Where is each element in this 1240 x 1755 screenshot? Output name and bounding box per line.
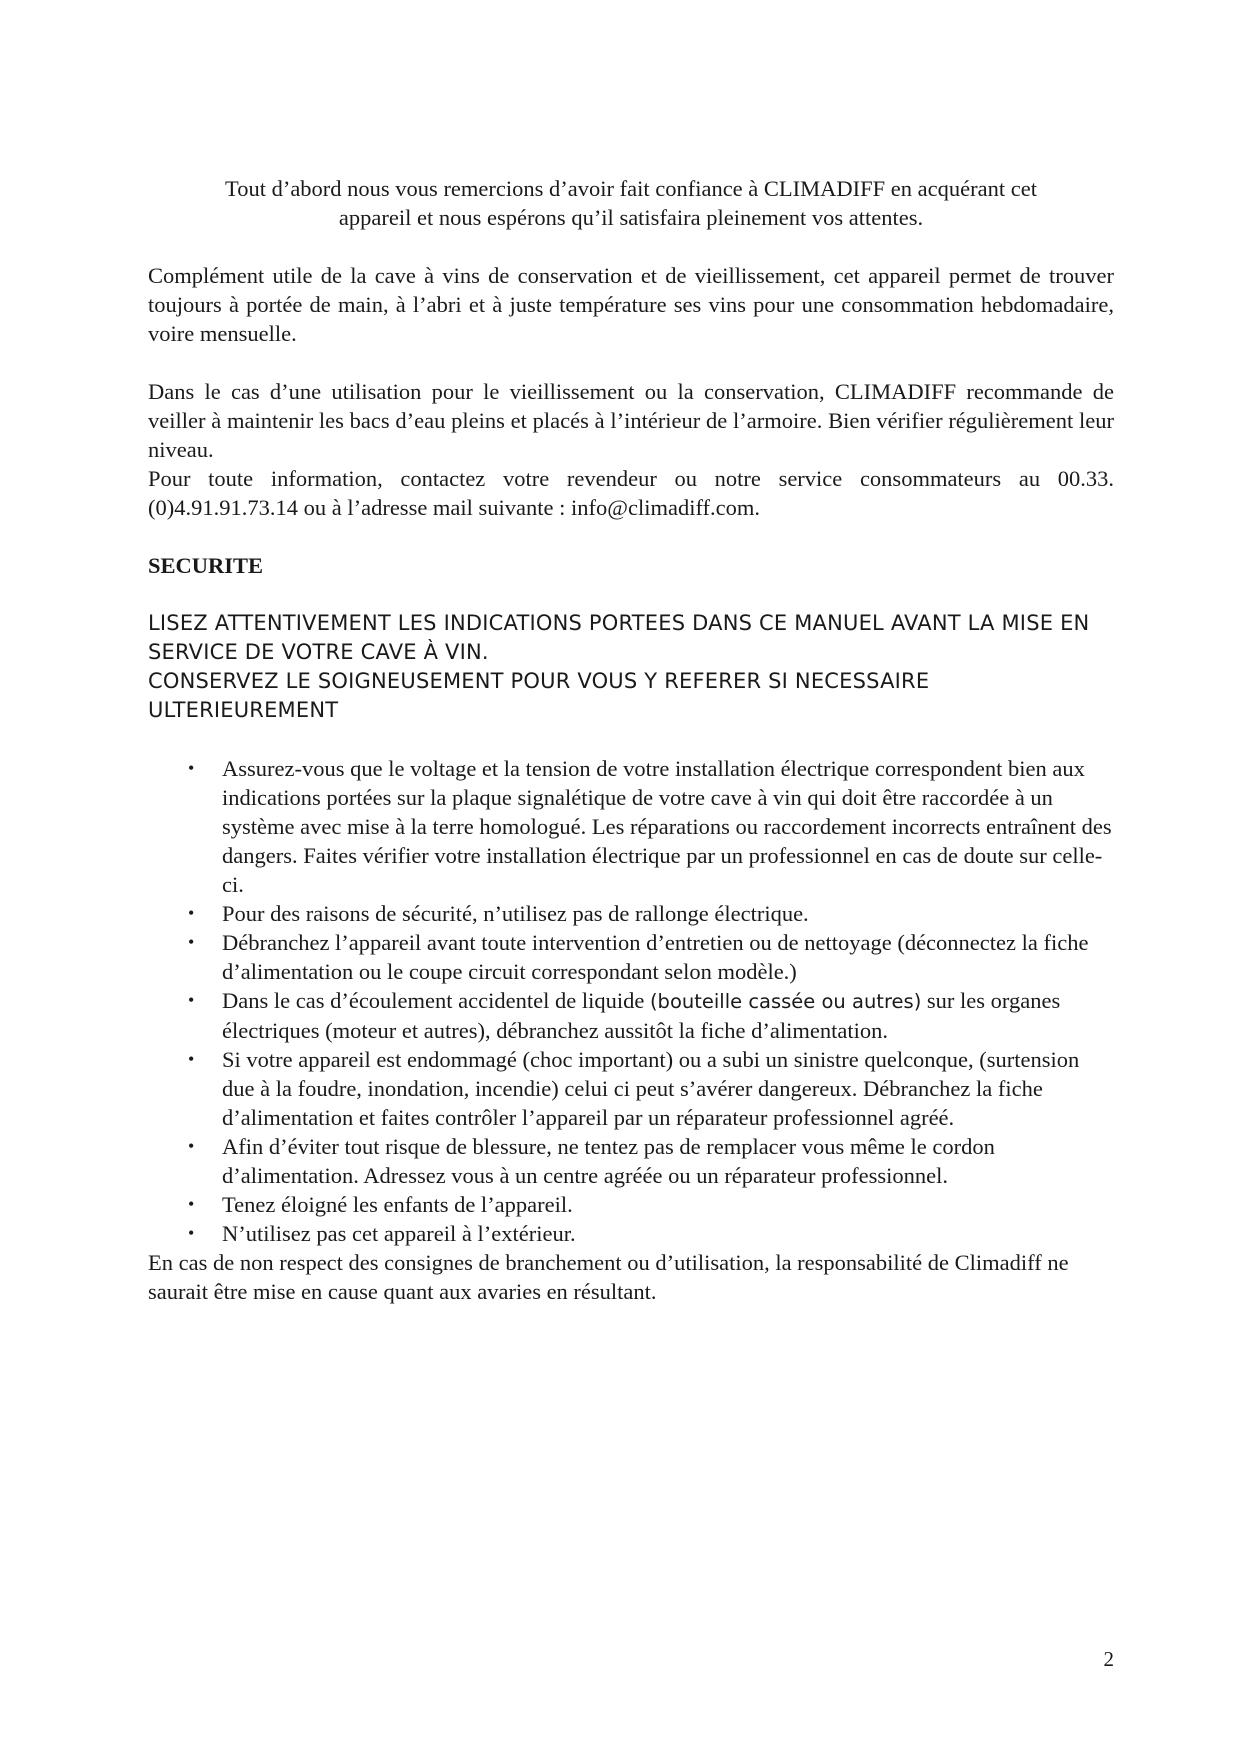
list-item: • Si votre appareil est endommagé (choc important) ou a subi un sinistre quelconque, (surtension due à la foudre, inondation, incendie) celui ci peut s’avérer dangereux. Débranchez la fiche d’alimentation et faites contrôler l’appareil par un réparateur professionnel agréé. xyxy=(188,1047,1080,1130)
security-warning xyxy=(148,609,1114,725)
list-item: • Débranchez l’appareil avant toute intervention d’entretien ou de nettoyage (déconnectez la fiche d’alimentation ou le coupe circuit correspondant selon modèle.) xyxy=(188,930,1089,984)
bullet-icon: • xyxy=(188,903,195,923)
bullet-icon: • xyxy=(188,1223,195,1243)
bullet-icon: • xyxy=(188,1049,195,1069)
bullet-icon: • xyxy=(188,932,195,952)
contact-paragraph: Pour toute information, contactez votre revendeur ou notre service consommateurs au 00.33.(0)4.91.91.73.14 ou à l’adresse mail suivante : info@climadiff.com. xyxy=(148,466,1114,520)
list-item: • Dans le cas d’écoulement accidentel de liquide (bouteille cassée ou autres) sur les organes électriques (moteur et autres), débranchez aussitôt la fiche d’alimentation. xyxy=(188,988,1061,1043)
list-item: • Tenez éloigné les enfants de l’appareil. xyxy=(188,1192,573,1217)
list-item: • Pour des raisons de sécurité, n’utilisez pas de rallonge électrique. xyxy=(188,901,809,926)
list-item: • N’utilisez pas cet appareil à l’extérieur. xyxy=(188,1221,576,1246)
warning-keep-manual: CONSERVEZ LE SOIGNEUSEMENT POUR VOUS Y REFERER SI NECESSAIRE ULTERIEUREMENT xyxy=(148,669,930,722)
bullet-icon: • xyxy=(188,990,195,1010)
list-item: • Assurez-vous que le voltage et la tension de votre installation électrique correspondent bien aux indications portées sur la plaque signalétique de votre cave à vin qui doit être raccordée à un système avec mise à la terre homologué. Les réparations ou raccordement incorrects entraînent des dangers. Faites vérifier votre installation électrique par un professionnel en cas de doute sur celle-ci. xyxy=(188,756,1112,897)
page-number: 2 xyxy=(1103,1647,1114,1671)
intro-paragraph: Tout d’abord nous vous remercions d’avoir fait confiance à CLIMADIFF en acquérant cet appareil et nous espérons qu’il satisfaira pleinement vos attentes. xyxy=(225,176,1037,230)
list-item: • Afin d’éviter tout risque de blessure, ne tentez pas de remplacer vous même le cordon d’alimentation. Adressez vous à un centre agréée ou un réparateur professionnel. xyxy=(188,1134,995,1188)
bullet-icon: • xyxy=(188,758,195,778)
description-paragraph: Complément utile de la cave à vins de conservation et de vieillissement, cet appareil permet de trouver toujours à portée de main, à l’abri et à juste température ses vins pour une consommation hebdomadaire, voire mensuelle. xyxy=(148,263,1114,346)
bullet-icon: • xyxy=(188,1194,195,1214)
warning-read-manual: LISEZ ATTENTIVEMENT LES INDICATIONS PORTEES DANS CE MANUEL AVANT LA MISE EN SERVICE DE VOTRE CAVE À VIN. xyxy=(148,611,1090,664)
liability-paragraph: En cas de non respect des consignes de branchement ou d’utilisation, la responsabilité de Climadiff ne saurait être mise en cause quant aux avaries en résultant. xyxy=(148,1250,1069,1304)
document-page xyxy=(148,174,1114,1306)
safety-rules-list xyxy=(148,754,1114,1248)
usage-paragraph: Dans le cas d’une utilisation pour le vieillissement ou la conservation, CLIMADIFF recommande de veiller à maintenir les bacs d’eau pleins et placés à l’intérieur de l’armoire. Bien vérifier régulièrement leur niveau. xyxy=(148,379,1114,462)
bullet-icon: • xyxy=(188,1136,195,1156)
security-heading: SECURITE xyxy=(148,553,264,578)
